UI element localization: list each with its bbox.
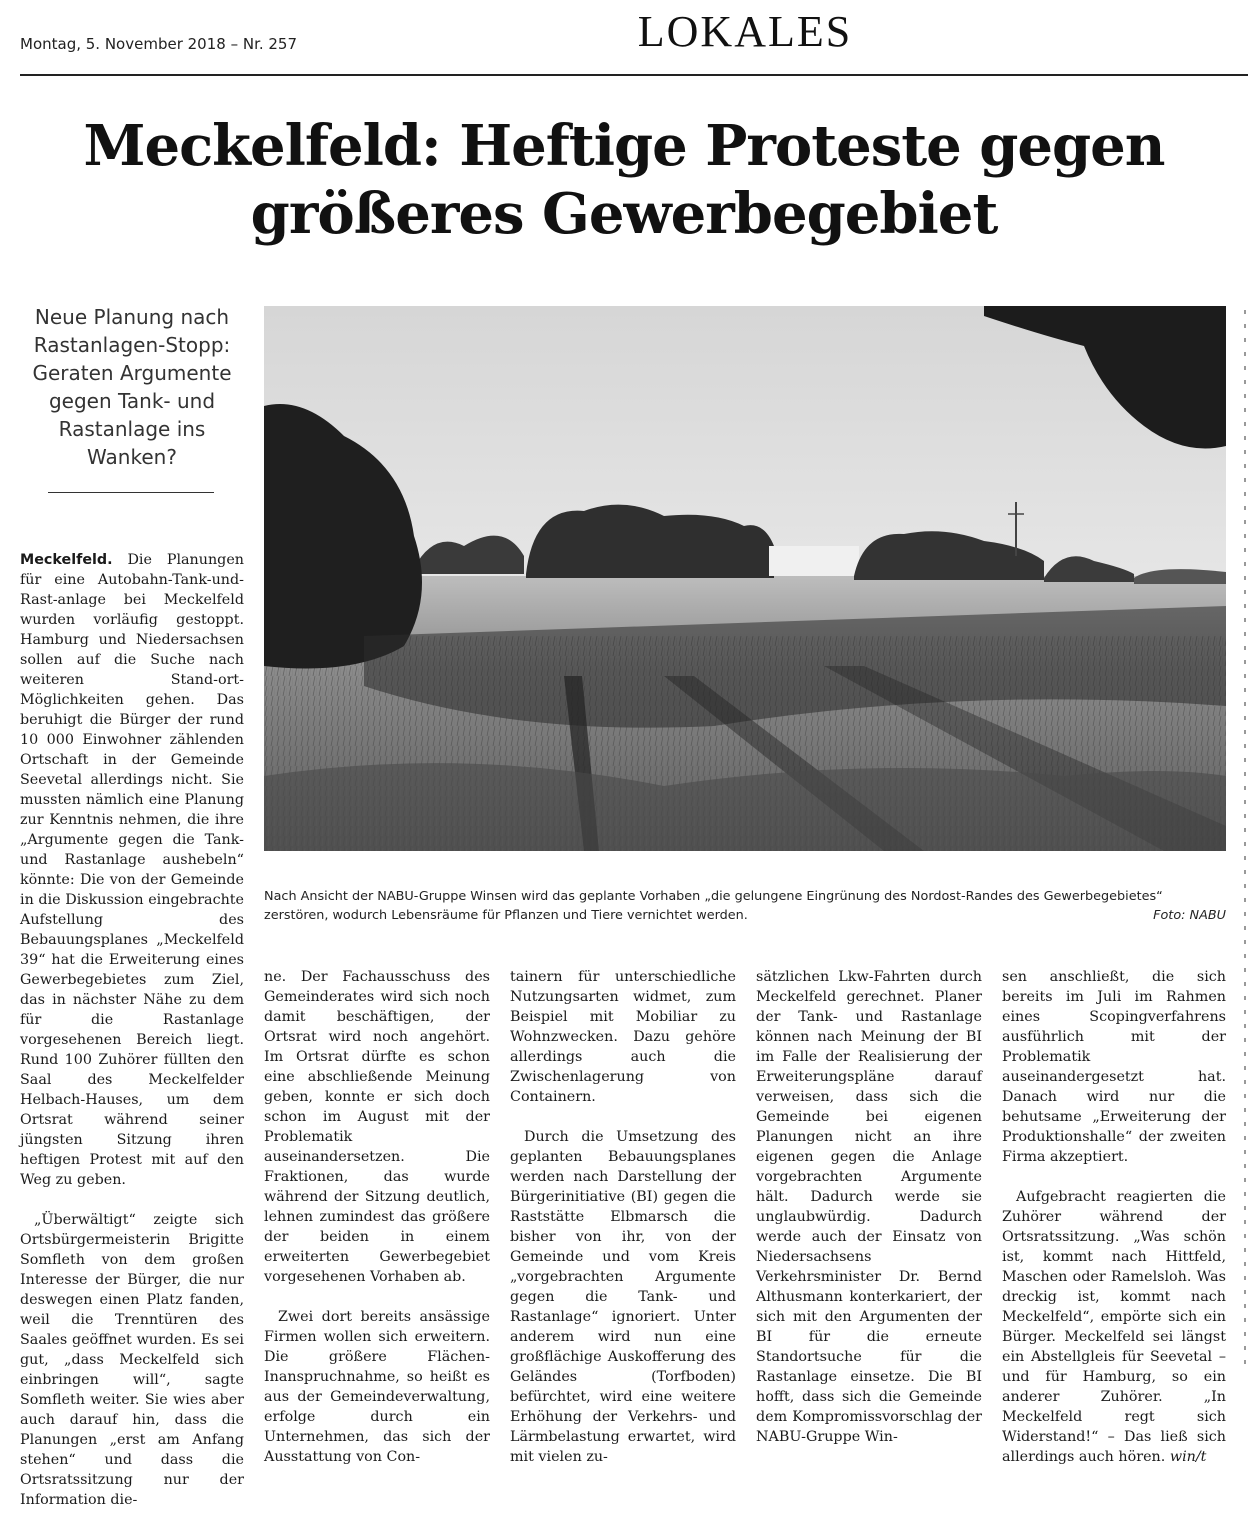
dateline: Montag, 5. November 2018 – Nr. 257	[20, 35, 298, 53]
paragraph: Zwei dort bereits ansässige Firmen wollen sich erweitern. Die größere Flächen-Inanspruchnahme, so heißt es aus der Gemeindeverwaltung, erfolge durch ein Unternehmen, das sich der Ausstattung von Con-	[264, 1309, 490, 1465]
kicker: Meckelfeld.	[20, 552, 113, 568]
subhead: Neue Planung nach Rastanlagen-Stopp: Geraten Argumente gegen Tank- und Rastanlage ins Wanken?	[32, 305, 232, 469]
paragraph: „Überwältigt“ zeigte sich Ortsbürgermeisterin Brigitte Somfleth von dem großen Interesse der Bürger, die nur deswegen einen Platz fanden, weil die Trenntüren des Saales geöffnet wurden. Es sei gut, „dass Meckelfeld sich einbringen will“, sagte Somfleth weiter. Sie wies aber auch darauf hin, dass die Planungen „erst am Anfang stehen“ und dass die Ortsratssitzung nur der Information die-	[20, 1212, 244, 1508]
article-column-2	[264, 947, 490, 1487]
article-column-4	[756, 947, 982, 1467]
paragraph	[1002, 1187, 1226, 1467]
article-photo	[264, 306, 1226, 851]
headline: Meckelfeld: Heftige Proteste gegen größeres Gewerbegebiet	[83, 113, 1165, 247]
paragraph: sätzlichen Lkw-Fahrten durch Meckelfeld gerechnet. Planer der Tank- und Rastanlage können nach Meinung der BI im Falle der Realisierung der Erweiterungspläne darauf verweisen, dass sich die Gemeinde bei eigenen Planungen nicht an ihre eigenen gegen die Anlage vorgebrachten Argumente hält. Dadurch werde sie unglaubwürdig. Dadurch werde auch der Einsatz von Niedersachsens Verkehrsminister Dr. Bernd Althusmann konterkariert, der sich mit den Argumenten der BI für die erneute Standortsuche für die Rastanlage einsetze. Die BI hofft, dass sich die Gemeinde dem Kompromissvorschlag der NABU-Gruppe Win-	[756, 969, 982, 1445]
subhead-rule	[48, 492, 214, 493]
paragraph: sen anschließt, die sich bereits im Juli im Rahmen eines Scopingverfahrens ausführlich mit der Problematik auseinandergesetzt hat. Danach wird nur die behutsame „Erweiterung der Produktionshalle“ der zweiten Firma akzeptiert.	[1002, 969, 1226, 1165]
header-rule	[20, 74, 1248, 76]
paragraph-text: Aufgebracht reagierten die Zuhörer während der Ortsratssitzung. „Was schön ist, kommt nach Hittfeld, Maschen oder Ramelsloh. Was dreckig ist, kommt nach Meckelfeld“, empörte sich ein Bürger. Meckelfeld sei längst ein Abstellgleis für Seevetal – und für Hamburg, so ein anderer Zuhörer. „In Meckelfeld regt sich Widerstand!“ – Das ließ sich allerdings auch hören.	[1002, 1189, 1226, 1465]
paragraph-text: Die Planungen für eine Autobahn-Tank-und-Rast-anlage bei Meckelfeld wurden vorläufig gestoppt. Hamburg und Niedersachsen sollen auf die Suche nach weiteren Stand-ort-Möglichkeiten gehen. Das beruhigt die Bürger der rund 10 000 Einwohner zählenden Ortschaft in der Gemeinde Seevetal allerdings nicht. Sie mussten nämlich eine Planung zur Kenntnis nehmen, die ihre „Argumente gegen die Tank- und Rastanlage aushebeln“ könnte: Die von der Gemeinde in die Diskussion eingebrachte Aufstellung des Bebauungsplanes „Meckelfeld 39“ hat die Erweiterung eines Gewerbegebietes zum Ziel, das in nächster Nähe zu dem für die Rastanlage vorgesehenen Bereich liegt. Rund 100 Zuhörer füllten den Saal des Meckelfelder Helbach-Hauses, um dem Ortsrat während seiner jüngsten Sitzung ihren heftigen Protest mit auf den Weg zu geben.	[20, 552, 244, 1188]
page-edge-marks	[1244, 310, 1246, 1370]
paragraph: Durch die Umsetzung des geplanten Bebauungsplanes werden nach Darstellung der Bürgerinitiative (BI) gegen die Raststätte Elbmarsch die bisher von ihr, von der Gemeinde und vom Kreis „vorgebrachten Argumente gegen die Tank- und Rastanlage“ ignoriert. Unter anderem wird nun eine großflächige Auskofferung des Geländes (Torfboden) befürchtet, wird eine weitere Erhöhung der Verkehrs- und Lärmbelastung erwartet, wird mit vielen zu-	[510, 1129, 736, 1465]
paragraph	[20, 550, 244, 1190]
photo-credit: Foto: NABU	[1153, 908, 1226, 923]
author-signoff: win/t	[1169, 1449, 1207, 1465]
article-column-1	[20, 530, 244, 1530]
article-column-5	[1002, 947, 1226, 1487]
paragraph: ne. Der Fachausschuss des Gemeinderates wird sich noch damit beschäftigen, der Ortsrat wird noch angehört. Im Ortsrat dürfte es schon eine abschließende Meinung geben, konnte er sich doch schon im August mit der Problematik auseinandersetzen. Die Fraktionen, das wurde während der Sitzung deutlich, lehnen zumindest das größere der beiden in einem erweiterten Gewerbegebiet vorgesehenen Vorhaben ab.	[264, 969, 490, 1285]
article-column-3	[510, 947, 736, 1487]
section-title: LOKALES	[637, 7, 853, 56]
photo-caption	[264, 887, 1226, 925]
paragraph: tainern für unterschiedliche Nutzungsarten widmet, zum Beispiel mit Mobiliar zu Wohnzwecken. Dazu gehöre allerdings auch die Zwischenlagerung von Containern.	[510, 969, 736, 1105]
caption-text: Nach Ansicht der NABU-Gruppe Winsen wird das geplante Vorhaben „die gelungene Eingrünung des Nordost-Randes des Gewerbegebietes“ zerstören, wodurch Lebensräume für Pflanzen und Tiere vernichtet werden.	[264, 889, 1163, 923]
